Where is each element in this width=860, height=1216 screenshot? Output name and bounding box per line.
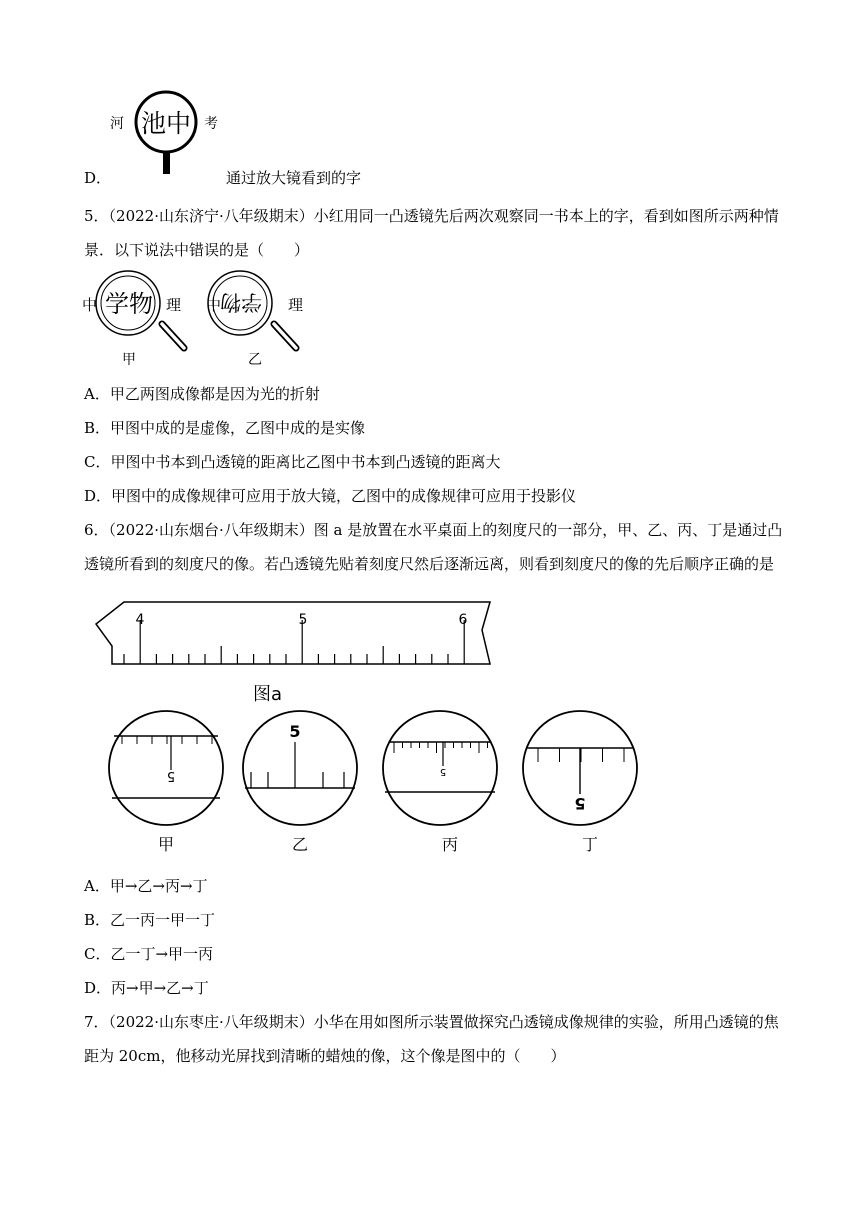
lens-jia-number: 5 (166, 768, 176, 783)
q5-option-c: C．甲图中书本到凸透镜的距离比乙图中书本到凸透镜的距离大 (84, 453, 501, 471)
lens-ding-caption: 丁 (581, 835, 599, 854)
q5-option-b: B．甲图中成的是虚像，乙图中成的是实像 (84, 419, 366, 437)
yi-left-char: 中 (206, 296, 222, 314)
lens-bing-number: 5 (439, 766, 447, 777)
q5-option-d: D．甲图中的成像规律可应用于放大镜，乙图中的成像规律可应用于投影仪 (84, 487, 577, 505)
lens-yi (243, 711, 357, 854)
lens-ding (523, 711, 637, 854)
jia-left-char: 中 (82, 296, 98, 314)
q4-char-right: 考 (204, 116, 218, 132)
q5-option-a: A．甲乙两图成像都是因为光的折射 (84, 385, 320, 403)
q6-stem-line2: 透镜所看到的刻度尺的像。若凸透镜先贴着刻度尺然后逐渐远离，则看到刻度尺的像的先后顺序正确的是 (84, 555, 775, 573)
lens-jia (109, 711, 223, 854)
q7-stem-line1: 7．（2022·山东枣庄·八年级期末）小华在用如图所示装置做探究凸透镜成像规律的实验，所用凸透镜的焦 (84, 1013, 779, 1031)
yi-right-char: 理 (288, 296, 304, 314)
q6-option-d: D．丙→甲→乙→丁 (84, 979, 209, 997)
q4-char-magnified: 池中 (140, 109, 192, 138)
q4-option-d-label: D． (84, 169, 112, 187)
yi-handle-inner (274, 324, 296, 348)
q6-lens-figure (108, 710, 644, 860)
q4-option-d-text: 通过放大镜看到的字 (226, 169, 362, 187)
jia-right-char: 理 (166, 296, 182, 314)
yi-magnified-inverted: 学物 (220, 290, 262, 314)
lens-bing (383, 711, 497, 854)
jia-handle-inner (162, 324, 184, 348)
q6-option-a: A．甲→乙→丙→丁 (84, 877, 208, 895)
q6-option-c: C．乙一丁→甲一丙 (84, 945, 214, 963)
ruler-label-5: 5 (298, 612, 308, 628)
lens-jia-caption: 甲 (157, 835, 175, 854)
lens-yi-caption: 乙 (291, 835, 309, 854)
q5-stem-line1: 5．（2022·山东济宁·八年级期末）小红用同一凸透镜先后两次观察同一书本上的字，看到如图所示两种情 (84, 207, 779, 225)
q6-option-b: B．乙一丙一甲一丁 (84, 911, 216, 929)
ruler-caption: 图a (253, 684, 283, 705)
magnifier-handle (163, 152, 170, 174)
lens-ding-number: 5 (574, 794, 586, 813)
q4-char-left: 河 (110, 116, 124, 132)
lens-yi-number: 5 (289, 722, 301, 741)
jia-caption: 甲 (122, 352, 136, 368)
q6-stem-line1: 6．（2022·山东烟台·八年级期末）图 a 是放置在水平桌面上的刻度尺的一部分，甲、乙、丙、丁是通过凸 (84, 521, 783, 539)
q5-stem-line2: 景．以下说法中错误的是（ ） (84, 241, 310, 259)
q5-fig-jia (82, 271, 184, 368)
ruler-label-6: 6 (458, 612, 468, 628)
q5-figure (78, 268, 318, 368)
ruler-label-4: 4 (135, 612, 145, 628)
q6-ruler-figure (90, 600, 500, 710)
ruler-body (96, 602, 490, 664)
q5-fig-yi (206, 271, 303, 368)
jia-magnified: 学物 (105, 290, 153, 318)
q4-magnifier-figure (108, 86, 228, 176)
lens-bing-caption: 丙 (441, 835, 459, 854)
lens-jia-circle (109, 711, 223, 825)
yi-caption: 乙 (248, 352, 262, 368)
q7-stem-line2: 距为 20cm，他移动光屏找到清晰的蜡烛的像，这个像是图中的（ ） (84, 1047, 566, 1065)
